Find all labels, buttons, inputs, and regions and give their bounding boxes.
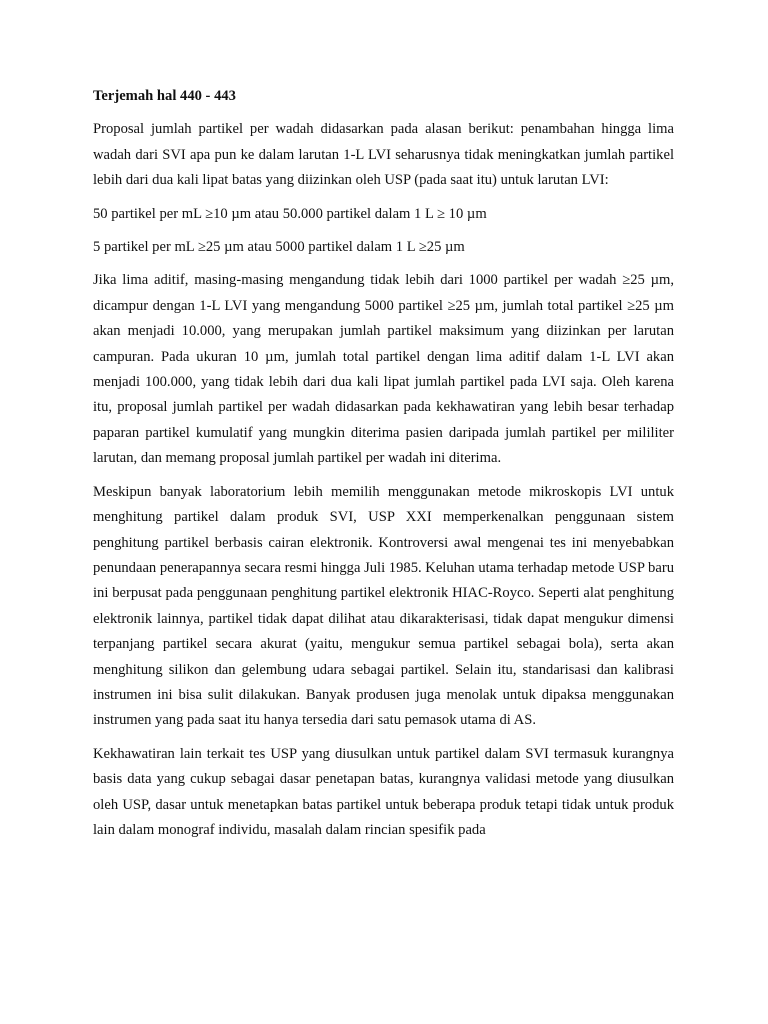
- paragraph-additives: Jika lima aditif, masing-masing mengandung tidak lebih dari 1000 partikel per wadah ≥25 µm, dicampur dengan 1-L LVI yang mengandung 5000 partikel ≥25 µm, jumlah total partikel ≥25 µm akan menjadi 10.000, yang merupakan jumlah partikel maksimum yang diizinkan per larutan campuran. Pada ukuran 10 µm, jumlah total partikel dengan lima aditif dalam 1-L LVI akan menjadi 100.000, yang tidak lebih dari dua kali lipat jumlah partikel pada LVI saja. Oleh karena itu, proposal jumlah partikel per wadah didasarkan pada kekhawatiran yang lebih besar terhadap paparan partikel kumulatif yang mungkin diterima pasien daripada jumlah partikel per mililiter larutan, dan memang proposal jumlah partikel per wadah ini diterima.: [93, 272, 674, 467]
- limit-line-10um: 50 partikel per mL ≥10 µm atau 50.000 partikel dalam 1 L ≥ 10 µm: [93, 205, 487, 222]
- paragraph-intro: Proposal jumlah partikel per wadah didasarkan pada alasan berikut: penambahan hingga lima wadah dari SVI apa pun ke dalam larutan 1-L LVI seharusnya tidak meningkatkan jumlah partikel lebih dari dua kali lipat batas yang diizinkan oleh USP (pada saat itu) untuk larutan LVI:: [93, 121, 674, 189]
- limit-line-25um: 5 partikel per mL ≥25 µm atau 5000 partikel dalam 1 L ≥25 µm: [93, 239, 465, 256]
- document-page: [93, 84, 674, 851]
- document-heading: Terjemah hal 440 - 443: [93, 88, 236, 104]
- paragraph-microscopic-method: Meskipun banyak laboratorium lebih memilih menggunakan metode mikroskopis LVI untuk menghitung partikel dalam produk SVI, USP XXI memperkenalkan penggunaan sistem penghitung partikel berbasis cairan elektronik. Kontroversi awal mengenai tes ini menyebabkan penundaan penerapannya secara resmi hingga Juli 1985. Keluhan utama terhadap metode USP baru ini berpusat pada penggunaan penghitung partikel elektronik HIAC-Royco. Seperti alat penghitung elektronik lainnya, partikel tidak dapat dilihat atau dikarakterisasi, tidak dapat mengukur dimensi terpanjang partikel secara akurat (yaitu, mengukur semua partikel sebagai bola), serta akan menghitung silikon dan gelembung udara sebagai partikel. Selain itu, standarisasi dan kalibrasi instrumen ini bisa sulit dilakukan. Banyak produsen juga menolak untuk dipaksa menggunakan instrumen yang pada saat itu hanya tersedia dari satu pemasok utama di AS.: [93, 483, 674, 729]
- paragraph-other-concerns: Kekhawatiran lain terkait tes USP yang diusulkan untuk partikel dalam SVI termasuk kurangnya basis data yang cukup sebagai dasar penetapan batas, kurangnya validasi metode yang diusulkan oleh USP, dasar untuk menetapkan batas partikel untuk beberapa produk tetapi tidak untuk produk lain dalam monograf individu, masalah dalam rincian spesifik pada: [93, 745, 674, 838]
